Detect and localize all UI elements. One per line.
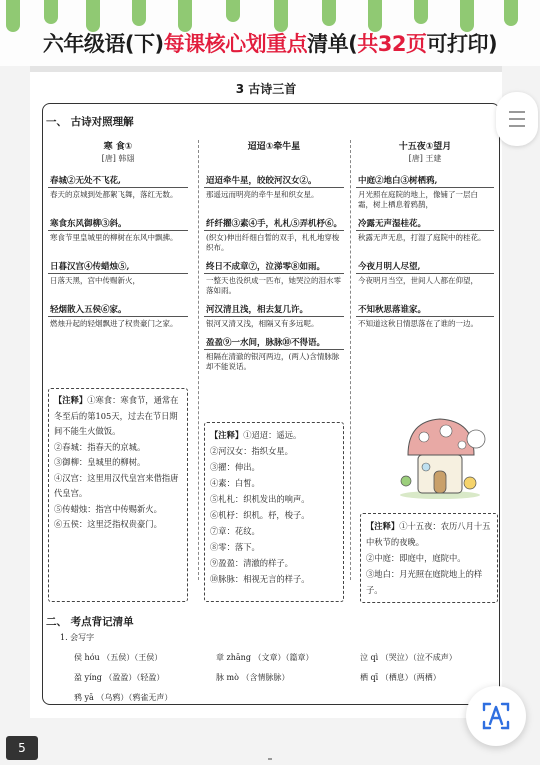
poem-translation: 春天的京城到处都絮飞舞，落红无数。 <box>50 190 178 199</box>
poem-title: 十五夜①望月 <box>398 142 452 152</box>
notes-header: 【注释】 <box>210 430 244 440</box>
poem-translation: 相隔在清澈的银河两边，(两人)含情脉脉却不能说话。 <box>206 352 340 371</box>
note-item: ⑥五侯：这里泛指权贵豪门。 <box>54 519 162 529</box>
poem-line: 冷露无声湿桂花。 <box>356 216 494 231</box>
hamburger-menu-icon <box>509 118 525 120</box>
poem-translation: 不知道这秋日情思落在了谁的一边。 <box>358 319 478 328</box>
bottom-indicator <box>268 758 272 760</box>
poem-column-hanshi <box>48 139 188 341</box>
vocab-item: 盈 yíng （盈盈）（轻盈） <box>74 673 165 682</box>
header-banner <box>0 0 540 66</box>
note-item: ⑥机杼：织机。杼，梭子。 <box>210 510 310 520</box>
hamburger-menu-icon <box>509 111 525 113</box>
page-top-bar <box>30 66 502 72</box>
text-scan-button[interactable] <box>466 686 526 746</box>
vocab-heading: 1. 会写字 <box>60 633 95 642</box>
column-divider <box>350 140 351 580</box>
poem-line: 终日不成章⑦，泣涕零⑧如雨。 <box>204 259 344 274</box>
note-item: ④素：白皙。 <box>210 478 260 488</box>
poem-line: 春城②无处不飞花, <box>48 173 188 188</box>
leaf-decoration <box>132 0 146 26</box>
poem-line: 不知秋思落谁家。 <box>356 302 494 317</box>
note-item: ⑤传蜡烛：指宫中传赐新火。 <box>54 503 162 514</box>
poem-translation: 那遥远而明亮的牵牛星和织女星。 <box>206 190 319 199</box>
note-item: ②河汉女：指织女星。 <box>210 446 293 456</box>
vocab-item: 侯 hóu （五侯）（王侯） <box>74 653 163 662</box>
vocab-item: 鸦 yā （乌鸦）（鸦雀无声） <box>74 693 173 702</box>
poem-translation: 寒食节里皇城里的柳树在东风中飘拂。 <box>50 233 178 242</box>
mushroom-house-illustration <box>394 411 490 499</box>
note-item: ③御柳：皇城里的柳树。 <box>54 457 146 467</box>
vocab-item: 章 zhāng （文章）（篇章） <box>216 653 314 662</box>
poem-column-qianniuxing <box>204 139 344 374</box>
poem-title: 迢迢①牵牛星 <box>247 142 301 152</box>
vocab-item: 脉 mò （含情脉脉） <box>216 673 290 682</box>
poem-line: 轻烟散入五侯⑥家。 <box>48 302 188 317</box>
poem-author <box>204 153 344 169</box>
column-divider <box>198 140 199 580</box>
poem-translation: 燃烛升起的轻烟飘进了权贵豪门之家。 <box>50 319 178 328</box>
note-item: ⑩脉脉：相视无言的样子。 <box>210 574 310 584</box>
leaf-decoration <box>44 0 58 24</box>
poem-line: 迢迢牵牛星，皎皎河汉女②。 <box>204 173 344 188</box>
notes-header: 【注释】 <box>54 395 88 405</box>
note-item: ①寒食：寒食节，通常在冬至后的第105天，过去在节日期间不能生火做饭。 <box>54 395 179 436</box>
note-item: ④汉宫：这里用汉代皇宫来借指唐代皇宫。 <box>54 472 179 498</box>
poem-line: 中庭②地白③树栖鸦, <box>356 173 494 188</box>
poem-translation: (织女)伸出纤细白皙的双手，札札地穿梭织布。 <box>206 233 340 252</box>
vocab-item: 栖 qī （栖息）（两栖） <box>360 673 441 682</box>
poem-translation: 秋露无声无息，打湿了庭院中的桂花。 <box>358 233 486 242</box>
lesson-title: 3 古诗三首 <box>235 82 297 96</box>
note-item: ⑨盈盈：清澈的样子。 <box>210 558 293 568</box>
leaf-decoration <box>504 0 518 26</box>
poem-translation: 月光照在庭院的地上，像铺了一层白霜，树上栖息着鸦鹊， <box>358 190 478 209</box>
banner-title: 六年级语(下)每课核心划重点清单(共32页可打印) <box>42 32 498 56</box>
note-item: ①迢迢：遥远。 <box>243 430 302 440</box>
notes-box-hanshi <box>48 388 188 602</box>
poem-line: 今夜月明人尽望, <box>356 259 494 274</box>
poem-translation: 一整天也没织成一匹布，她哭泣的泪水零落如雨。 <box>206 276 341 295</box>
note-item: ⑤札札：织机发出的响声。 <box>210 494 310 504</box>
poem-line: 日暮汉宫④传蜡烛⑤, <box>48 259 188 274</box>
hamburger-menu-icon <box>509 125 525 127</box>
text-scan-icon <box>466 686 526 746</box>
poem-translation: 今夜明月当空，世间人人都在仰望， <box>358 276 478 285</box>
note-item: ⑧零：落下。 <box>210 542 260 552</box>
note-item: ③地白：月光照在庭院地上的样子。 <box>366 569 483 595</box>
poem-title: 寒 食① <box>103 142 133 152</box>
vocab-item: 泣 qì （哭泣）（泣不成声） <box>360 653 457 662</box>
note-item: ②春城：指春天的京城。 <box>54 441 146 452</box>
poem-translation: 银河又清又浅，相隔又有多远呢。 <box>206 319 319 328</box>
page-number-badge: 5 <box>6 736 38 760</box>
poem-column-wangyue <box>356 139 494 341</box>
document-page <box>30 66 502 718</box>
notes-box-qianniuxing <box>204 422 344 602</box>
poem-line: 纤纤擢③素④手，札札⑤弄机杼⑥。 <box>204 216 344 231</box>
notes-header: 【注释】 <box>366 521 400 531</box>
poem-author: [唐] 韩翃 <box>101 154 135 163</box>
notes-box-wangyue <box>360 513 498 603</box>
poem-line: 寒食东风御柳③斜。 <box>48 216 188 231</box>
leaf-decoration <box>322 0 336 26</box>
poem-translation: 日落天黑，宫中传赐新火， <box>50 276 140 285</box>
poem-line: 盈盈⑨一水间，脉脉⑩不得语。 <box>204 335 344 350</box>
note-item: ①十五夜：农历八月十五中秋节的夜晚。 <box>366 521 491 547</box>
poem-author: [唐] 王建 <box>408 154 442 163</box>
leaf-decoration <box>226 0 240 22</box>
note-item: ③擢：伸出。 <box>210 462 260 472</box>
note-item: ⑦章：花纹。 <box>210 526 260 536</box>
section-heading-poems: 一、 古诗对照理解 <box>46 116 134 128</box>
note-item: ②中庭：即庭中，庭院中。 <box>366 553 466 563</box>
leaf-decoration <box>414 0 428 24</box>
poem-line: 河汉清且浅，相去复几许。 <box>204 302 344 317</box>
section-heading-key-points: 二、 考点背记清单 <box>46 616 134 628</box>
menu-button[interactable] <box>496 92 538 146</box>
